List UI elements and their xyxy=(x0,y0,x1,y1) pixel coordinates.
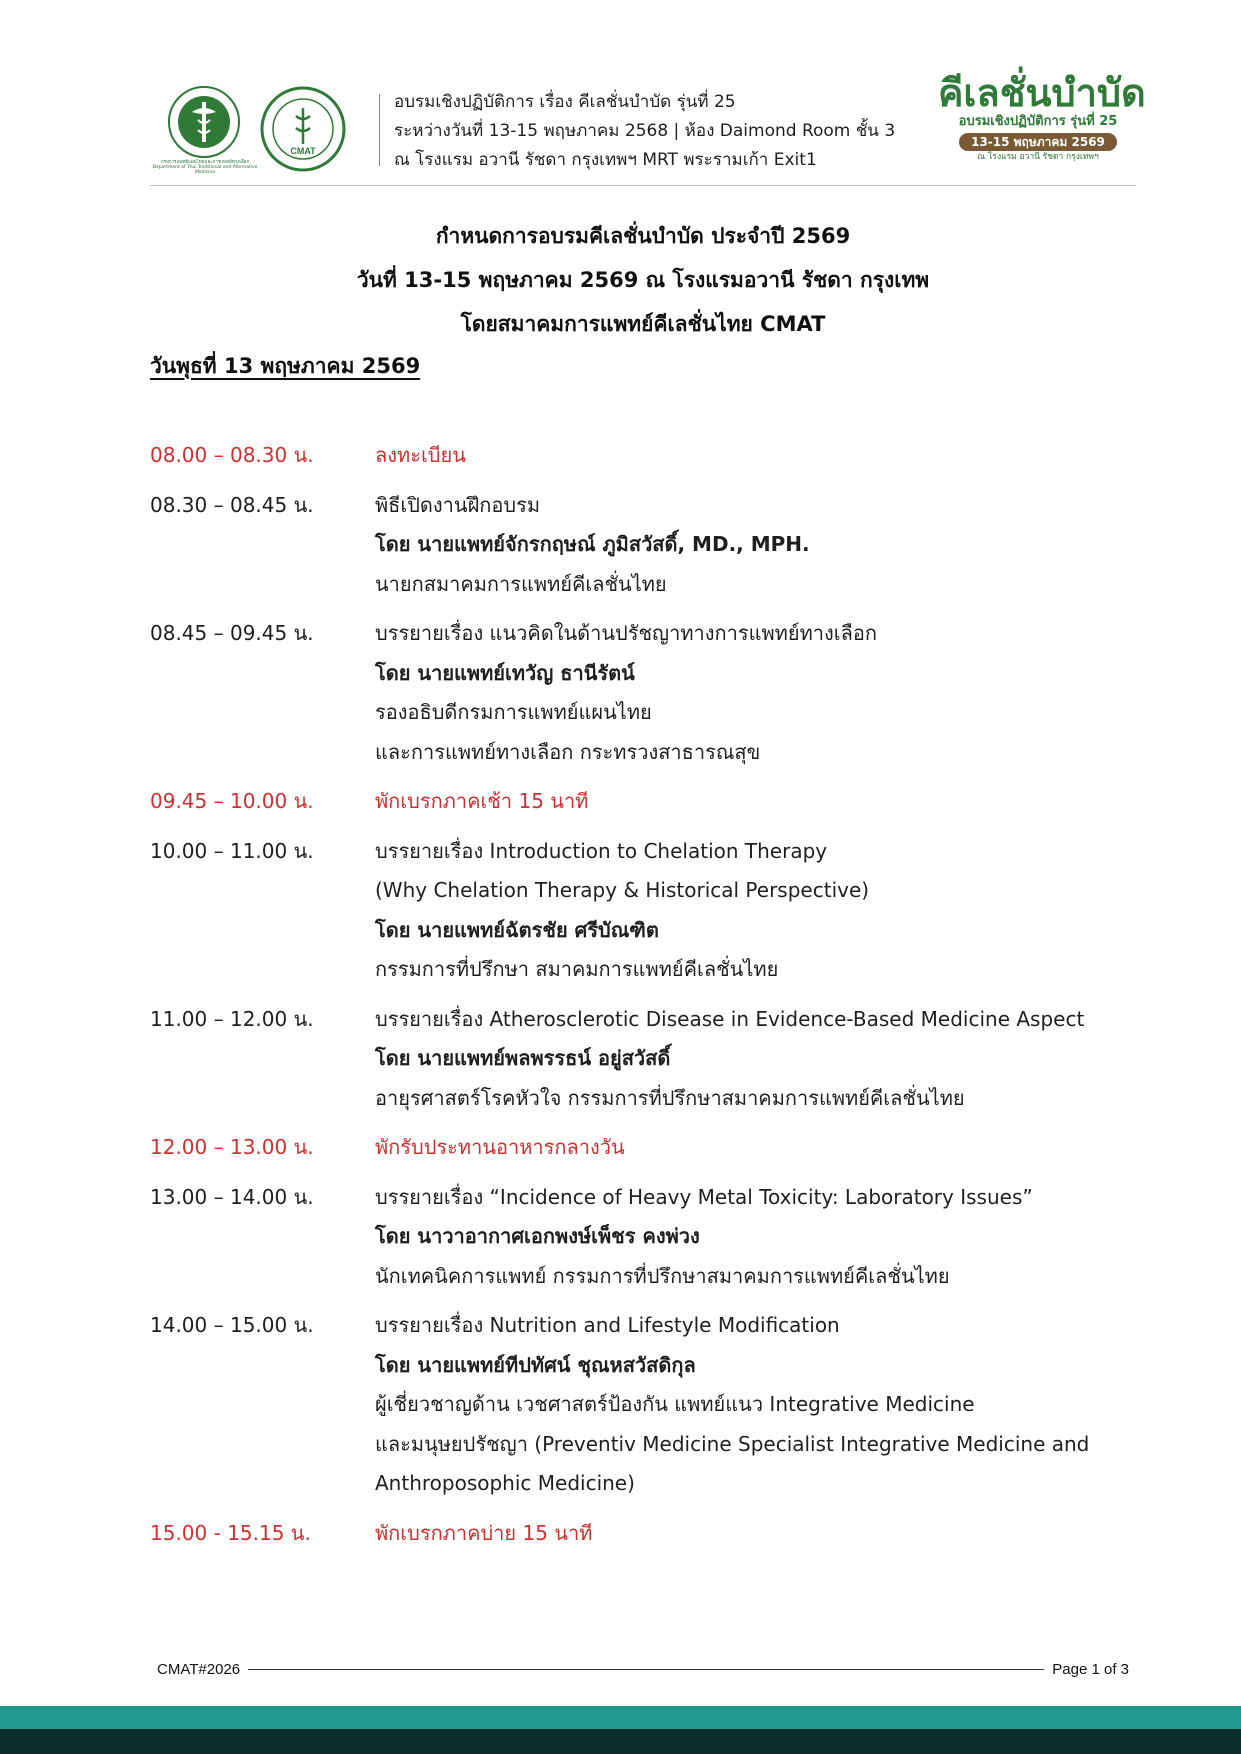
session-time: 08.30 – 08.45 น. xyxy=(150,492,314,517)
session-time: 13.00 – 14.00 น. xyxy=(150,1184,314,1209)
session-line: รองอธิบดีกรมการแพทย์แผนไทย xyxy=(375,700,652,724)
session-line: บรรยายเรื่อง “Incidence of Heavy Metal Toxicity: Laboratory Issues” xyxy=(375,1184,1033,1209)
session-details xyxy=(375,782,1140,822)
title-line: วันที่ 13-15 พฤษภาคม 2569 ณ โรงแรมอวานี รัชดา กรุงเทพ xyxy=(356,268,930,292)
header-rule xyxy=(150,185,1136,186)
session-time: 08.00 – 08.30 น. xyxy=(150,443,314,467)
title-line: โดยสมาคมการแพทย์คีเลชั่นไทย CMAT xyxy=(460,312,826,336)
session-line: บรรยายเรื่อง แนวคิดในด้านปรัชญาทางการแพทย์ทางเลือก xyxy=(375,621,877,645)
event-line: อบรมเชิงปฏิบัติการ เรื่อง คีเลชั่นบำบัด รุ่นที่ 25 xyxy=(394,92,736,112)
session-line: และมนุษยปรัชญา (Preventiv Medicine Specialist Integrative Medicine and xyxy=(375,1431,1090,1456)
page-header xyxy=(150,66,1146,184)
event-info xyxy=(394,88,914,175)
brand-date-badge: 13-15 พฤษภาคม 2569 xyxy=(959,133,1117,151)
session-line: และการแพทย์ทางเลือก กระทรวงสาธารณสุข xyxy=(375,739,761,764)
document-titles xyxy=(150,214,1136,346)
footer-band-dark xyxy=(0,1729,1241,1754)
schedule-session-row xyxy=(150,1178,1140,1297)
session-details xyxy=(375,1000,1140,1119)
session-time: 10.00 – 11.00 น. xyxy=(150,838,314,863)
session-line: บรรยายเรื่อง Atherosclerotic Disease in Evidence-Based Medicine Aspect xyxy=(375,1006,1085,1031)
brand-venue: ณ โรงแรม อวานี รัชดา กรุงเทพฯ xyxy=(977,152,1099,162)
schedule-session-row xyxy=(150,614,1140,772)
session-time: 12.00 – 13.00 น. xyxy=(150,1135,314,1159)
footer-band-teal xyxy=(0,1706,1241,1729)
page-number: Page 1 of 3 xyxy=(1052,1660,1129,1678)
schedule-session-row xyxy=(150,832,1140,990)
session-line: พิธีเปิดงานฝึกอบรม xyxy=(375,492,541,517)
session-time: 09.45 – 10.00 น. xyxy=(150,789,314,813)
session-details xyxy=(375,486,1140,605)
schedule-break-row xyxy=(150,436,1140,476)
schedule-session-row xyxy=(150,486,1140,605)
schedule-break-row xyxy=(150,1128,1140,1168)
session-line: Anthroposophic Medicine) xyxy=(375,1471,635,1495)
footer-rule xyxy=(248,1669,1044,1670)
session-speaker: โดย นาวาอากาศเอกพงษ์เพ็ชร คงพ่วง xyxy=(375,1224,700,1248)
page-footer xyxy=(157,1656,1129,1682)
event-line: ระหว่างวันที่ 13-15 พฤษภาคม 2568 | ห้อง Daimond Room ชั้น 3 xyxy=(394,121,896,141)
session-speaker: โดย นายแพทย์พลพรรธน์ อยู่สวัสดิ์ xyxy=(375,1046,671,1070)
session-line: พักเบรกภาคบ่าย 15 นาที xyxy=(375,1520,593,1545)
session-speaker: โดย นายแพทย์จักรกฤษณ์ ภูมิสวัสดิ์, MD., MPH. xyxy=(375,532,810,556)
logo-caption: กรมการแพทย์แผนไทยและการแพทย์ทางเลือก Department of Thai Traditional and Alternative Medicine xyxy=(152,160,258,175)
session-details xyxy=(375,614,1140,772)
session-speaker: โดย นายแพทย์ฉัตรชัย ศรีบัณฑิต xyxy=(375,917,659,942)
brand-block xyxy=(938,71,1146,164)
session-time: 08.45 – 09.45 น. xyxy=(150,621,314,645)
session-line: นายกสมาคมการแพทย์คีเลชั่นไทย xyxy=(375,571,667,596)
session-line: นักเทคนิคการแพทย์ กรรมการที่ปรึกษาสมาคมการแพทย์คีเลชั่นไทย xyxy=(375,1263,950,1288)
title-line: กำหนดการอบรมคีเลชั่นบำบัด ประจำปี 2569 xyxy=(435,224,851,248)
session-line: ผู้เชี่ยวชาญด้าน เวชศาสตร์ป้องกัน แพทย์แนว Integrative Medicine xyxy=(375,1392,975,1416)
session-details xyxy=(375,1178,1140,1297)
svg-text:CMAT: CMAT xyxy=(290,146,316,156)
brand-subtitle: อบรมเชิงปฏิบัติการ รุ่นที่ 25 xyxy=(958,114,1118,129)
session-details xyxy=(375,1128,1140,1168)
session-time: 14.00 – 15.00 น. xyxy=(150,1313,314,1337)
session-line: ลงทะเบียน xyxy=(375,443,466,467)
header-divider xyxy=(379,94,380,166)
session-details xyxy=(375,436,1140,476)
session-line: (Why Chelation Therapy & Historical Perspective) xyxy=(375,878,870,902)
session-details xyxy=(375,1514,1140,1554)
schedule-break-row xyxy=(150,1514,1140,1554)
session-line: บรรยายเรื่อง Nutrition and Lifestyle Modification xyxy=(375,1313,840,1337)
session-line: บรรยายเรื่อง Introduction to Chelation Therapy xyxy=(375,838,828,863)
session-line: อายุรศาสตร์โรคหัวใจ กรรมการที่ปรึกษาสมาคมการแพทย์คีเลชั่นไทย xyxy=(375,1085,965,1110)
footer-doc-id: CMAT#2026 xyxy=(157,1660,241,1678)
session-details xyxy=(375,1306,1140,1504)
day-heading: วันพุธที่ 13 พฤษภาคม 2569 xyxy=(150,354,421,378)
event-line: ณ โรงแรม อวานี รัชดา กรุงเทพฯ MRT พระรามเก้า Exit1 xyxy=(394,150,817,170)
schedule-session-row xyxy=(150,1000,1140,1119)
session-speaker: โดย นายแพทย์ทีปทัศน์ ชุณหสวัสดิกุล xyxy=(375,1352,696,1377)
session-line: พักรับประทานอาหารกลางวัน xyxy=(375,1135,625,1159)
session-details xyxy=(375,832,1140,990)
schedule-session-row xyxy=(150,1306,1140,1504)
cmat-association-logo-icon xyxy=(260,86,346,172)
session-time: 15.00 - 15.15 น. xyxy=(150,1520,311,1545)
ministry-of-public-health-logo-icon xyxy=(168,86,240,158)
brand-title: คีเลชั่นบำบัด xyxy=(938,71,1146,115)
session-line: กรรมการที่ปรึกษา สมาคมการแพทย์คีเลชั่นไทย xyxy=(375,957,779,981)
session-line: พักเบรกภาคเช้า 15 นาที xyxy=(375,789,589,813)
session-time: 11.00 – 12.00 น. xyxy=(150,1006,314,1031)
schedule xyxy=(150,436,1140,1563)
session-speaker: โดย นายแพทย์เทวัญ ธานีรัตน์ xyxy=(375,660,635,685)
schedule-break-row xyxy=(150,782,1140,822)
